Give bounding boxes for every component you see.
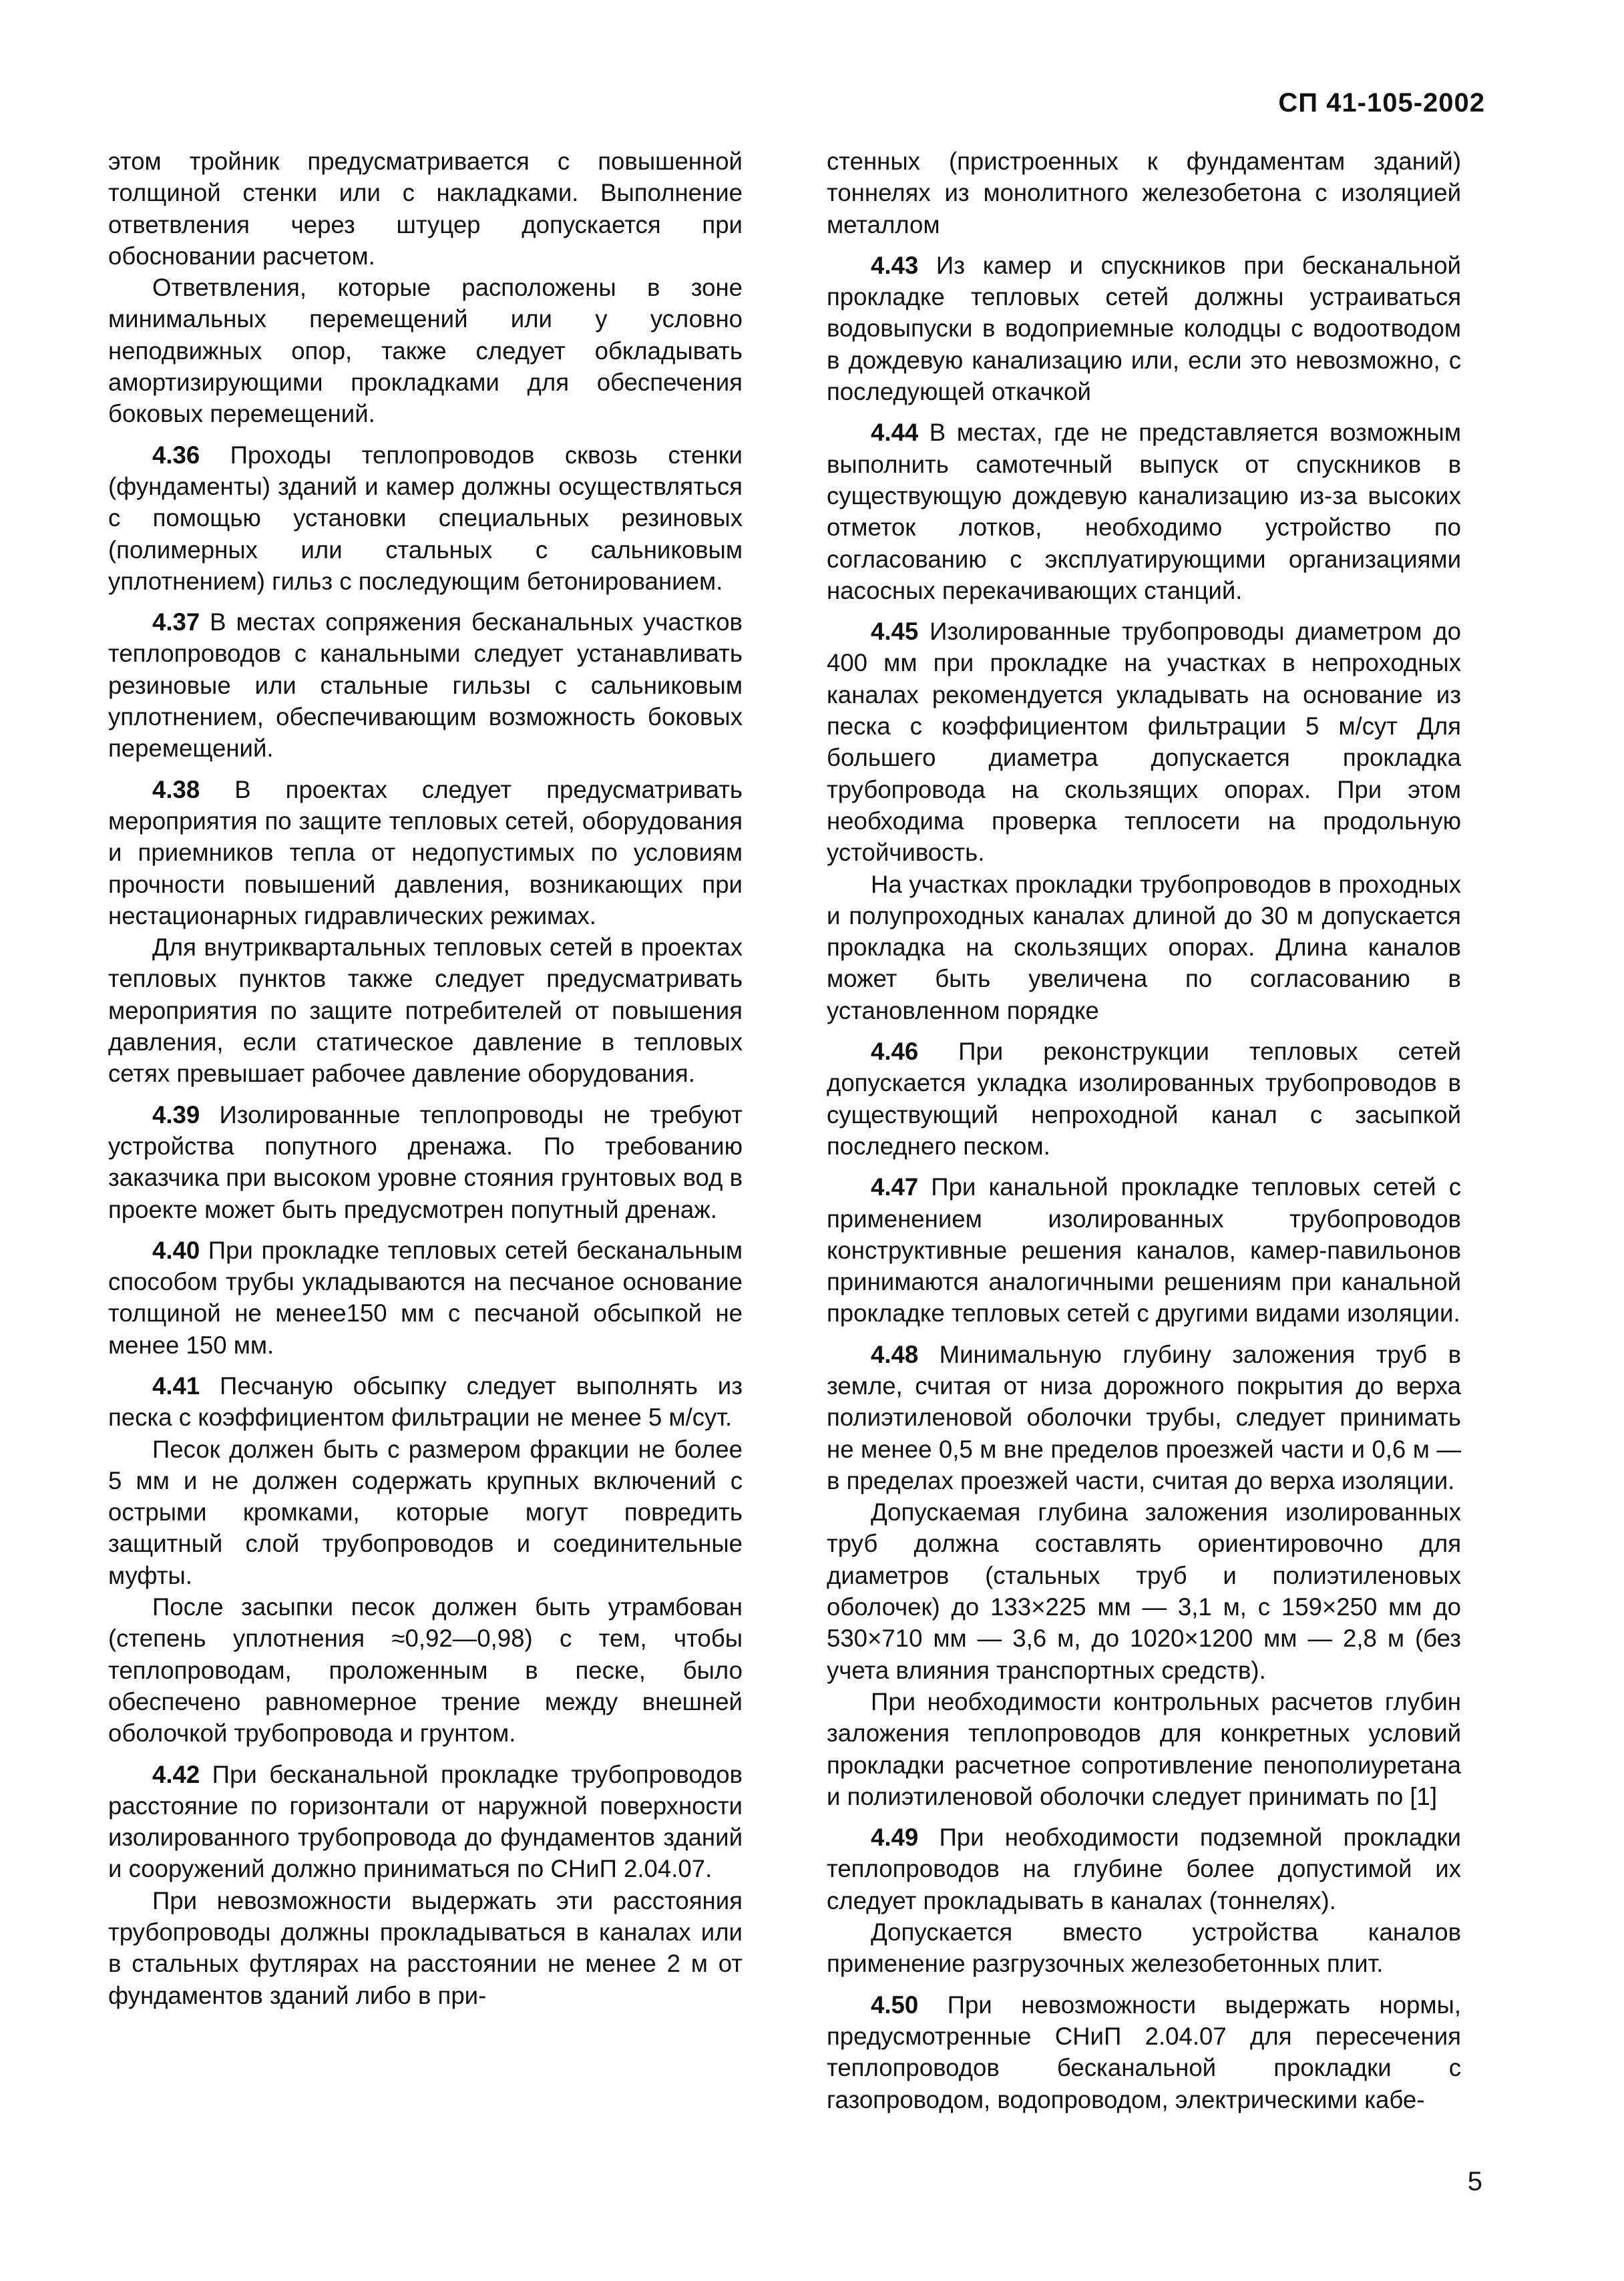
clause-number: 4.45 (871, 618, 919, 646)
paragraph (108, 931, 743, 1089)
paragraph (827, 146, 1461, 240)
clause-number: 4.43 (871, 251, 919, 279)
paragraph-text: Песчаную обсыпку следует выполнять из песка с коэффициентом фильтрации не менее 5 м/сут. (108, 1372, 743, 1432)
paragraph-text: После засыпки песок должен быть утрамбован (степень уплотнения ≈0,92—0,98) с тем, чтобы теплопроводам, проложенным в песке, было обеспечено равномерное трение между внешней оболочкой трубопровода и грунтом. (108, 1593, 743, 1747)
paragraph-text: Из камер и спускников при бесканальной прокладке тепловых сетей должны устраиваться водовыпуски в водоприемные колодцы с водоотводом в дождевую канализацию или, если это невозможно, с последующей откачкой (827, 251, 1461, 406)
paragraph-text: Изолированные трубопроводы диаметром до 400 мм при прокладке на участках в непроходных каналах рекомендуется укладывать на основание из песка с коэффициентом фильтрации 5 м/сут Для большего диаметра допускается прокладка трубопровода на скользящих опорах. При этом необходима проверка теплосети на продольную устойчивость. (827, 618, 1461, 867)
clause-number: 4.49 (871, 1824, 919, 1852)
paragraph-text: В местах сопряжения бесканальных участков теплопроводов с канальными следует устанавливать резиновые или стальные гильзы с сальниковым уплотнением, обеспечивающим возможность боковых перемещений. (108, 608, 743, 763)
paragraph (108, 1759, 743, 1885)
paragraph-text: При необходимости контрольных расчетов глубин заложения теплопроводов для конкретных условий прокладки расчетное сопротивление пенополиуретана и полиэтиленовой оболочки следует принимать по [1] (827, 1687, 1461, 1810)
paragraph (827, 1036, 1461, 1162)
paragraph-text: Песок должен быть с размером фракции не более 5 мм и не должен содержать крупных включений с острыми кромками, которые могут повредить защитный слой трубопроводов и соединительные муфты. (108, 1435, 743, 1589)
clause-number: 4.46 (871, 1038, 919, 1066)
paragraph (827, 1822, 1461, 1916)
paragraph-text: Ответвления, которые расположены в зоне минимальных перемещений или у условно неподвижных опор, также следует обкладывать амортизирующими прокладками для обеспечения боковых перемещений. (108, 274, 743, 428)
paragraph-text: При невозможности выдержать эти расстояния трубопроводы должны прокладываться в каналах или в стальных футлярах на расстоянии не менее 2 м от фундаментов зданий либо в при- (108, 1886, 743, 2009)
paragraph (108, 1591, 743, 1749)
paragraph (108, 1434, 743, 1591)
paragraph (108, 774, 743, 931)
left-text-column (108, 146, 743, 2011)
page-number: 5 (1467, 2167, 1482, 2196)
paragraph (827, 869, 1461, 1026)
paragraph (108, 1885, 743, 2011)
paragraph (108, 1235, 743, 1361)
paragraph-text: При невозможности выдержать нормы, предусмотренные СНиП 2.04.07 для пересечения теплопроводов бесканальной прокладки с газопроводом, водопроводом, электрическими кабе- (827, 1991, 1461, 2113)
paragraph (108, 1370, 743, 1434)
paragraph-text: Допускаемая глубина заложения изолированных труб должна составлять ориентировочно для диаметров (стальных труб и полиэтиленовых оболочек) до 133×225 мм — 3,1 м, с 159×250 мм до 530×710 мм — 3,6 м, до 1020×1200 мм — 2,8 м (без учета влияния транспортных средств). (827, 1498, 1461, 1684)
right-text-column (827, 146, 1461, 2115)
clause-number: 4.39 (152, 1100, 200, 1128)
clause-number: 4.36 (152, 441, 200, 469)
paragraph (827, 250, 1461, 407)
paragraph-text: Минимальную глубину заложения труб в земле, считая от низа дорожного покрытия до верха полиэтиленовой оболочки трубы, следует принимать не менее 0,5 м вне пределов проезжей части и 0,6 м — в пределах проезжей части, считая до верха изоляции. (827, 1340, 1461, 1494)
paragraph (827, 1339, 1461, 1496)
paragraph (827, 1496, 1461, 1686)
clause-number: 4.50 (871, 1991, 919, 2019)
paragraph-text: Изолированные теплопроводы не требуют устройства попутного дренажа. По требованию заказчика при высоком уровне стояния грунтовых вод в проекте может быть предусмотрен попутный дренаж. (108, 1100, 743, 1223)
clause-number: 4.40 (152, 1236, 200, 1264)
clause-number: 4.42 (152, 1760, 200, 1788)
paragraph-text: Для внутриквартальных тепловых сетей в проектах тепловых пунктов также следует предусматривать мероприятия по защите потребителей от повышения давления, если статическое давление в тепловых сетях превышает рабочее давление оборудования. (108, 934, 743, 1088)
paragraph (108, 606, 743, 764)
clause-number: 4.44 (871, 419, 919, 447)
paragraph-text: Допускается вместо устройства каналов применение разгрузочных железобетонных плит. (827, 1918, 1461, 1978)
paragraph (827, 1171, 1461, 1329)
clause-number: 4.37 (152, 608, 200, 636)
paragraph (108, 439, 743, 597)
paragraph (108, 272, 743, 429)
paragraph-text: При прокладке тепловых сетей бесканальным способом трубы укладываются на песчаное основание толщиной не менее150 мм с песчаной обсыпкой не менее 150 мм. (108, 1236, 743, 1359)
clause-number: 4.47 (871, 1173, 919, 1201)
document-code-header: СП 41-105-2002 (1278, 88, 1485, 118)
paragraph-text: При канальной прокладке тепловых сетей с применением изолированных трубопроводов конструктивные решения каналов, камер-павильонов принимаются аналогичными решениям при канальной прокладке тепловых сетей с другими видами изоляции. (827, 1173, 1461, 1327)
paragraph (827, 417, 1461, 606)
paragraph-text: этом тройник предусматривается с повышенной толщиной стенки или с накладками. Выполнение ответвления через штуцер допускается при обосновании расчетом. (108, 148, 743, 270)
paragraph-text: В проектах следует предусматривать мероприятия по защите тепловых сетей, оборудования и приемников тепла от недопустимых по условиям прочности повышений давления, возникающих при нестационарных гидравлических режимах. (108, 775, 743, 929)
paragraph (827, 1989, 1461, 2115)
paragraph (108, 146, 743, 272)
clause-number: 4.38 (152, 775, 200, 803)
paragraph-text: стенных (пристроенных к фундаментам зданий) тоннелях из монолитного железобетона с изоляцией металлом (827, 148, 1461, 238)
paragraph (108, 1099, 743, 1225)
clause-number: 4.41 (152, 1372, 200, 1400)
paragraph-text: Проходы теплопроводов сквозь стенки (фундаменты) зданий и камер должны осуществляться с помощью установки специальных резиновых (полимерных или стальных с сальниковым уплотнением) гильз с последующим бетонированием. (108, 441, 743, 595)
paragraph (827, 1916, 1461, 1980)
paragraph-text: При необходимости подземной прокладки теплопроводов на глубине более допустимой их следует прокладывать в каналах (тоннелях). (827, 1824, 1461, 1914)
paragraph-text: При бесканальной прокладке трубопроводов расстояние по горизонтали от наружной поверхности изолированного трубопровода до фундаментов зданий и сооружений должно приниматься по СНиП 2.04.07. (108, 1760, 743, 1883)
paragraph-text: На участках прокладки трубопроводов в проходных и полупроходных каналах длиной до 30 м допускается прокладка на скользящих опорах. Длина каналов может быть увеличена по согласованию в установленном порядке (827, 870, 1461, 1024)
paragraph-text: При реконструкции тепловых сетей допускается укладка изолированных трубопроводов в существующий непроходной канал с засыпкой последнего песком. (827, 1038, 1461, 1160)
paragraph-text: В местах, где не представляется возможным выполнить самотечный выпуск от спускников в существующую дождевую канализацию из-за высоких отметок лотков, необходимо устройство по согласованию с эксплуатирующими организациями насосных перекачивающих станций. (827, 419, 1461, 604)
paragraph (827, 616, 1461, 868)
clause-number: 4.48 (871, 1340, 919, 1368)
paragraph (827, 1686, 1461, 1812)
